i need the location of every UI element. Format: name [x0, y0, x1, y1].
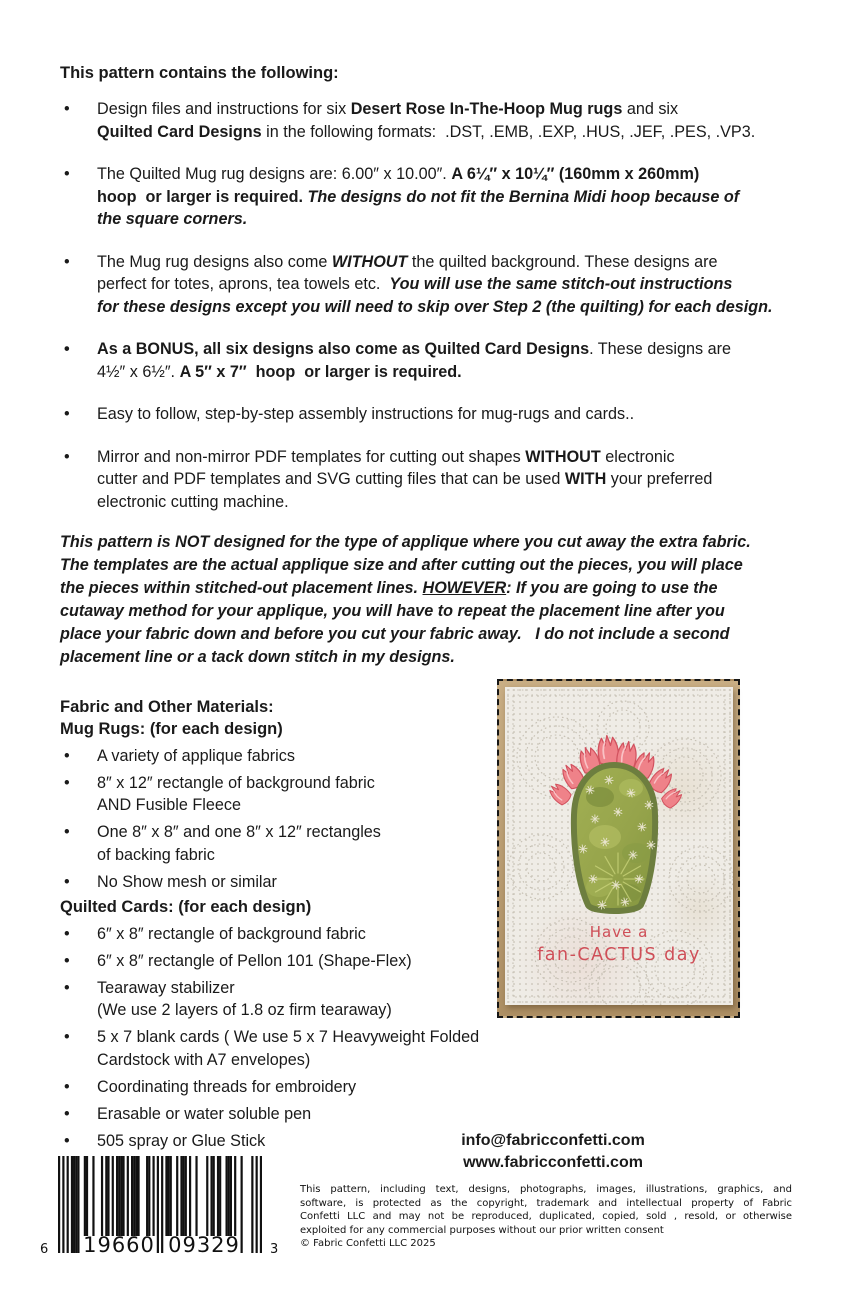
bullet-marker: • — [64, 405, 70, 423]
barcode-digits-group2: 09329 — [168, 1233, 240, 1257]
bullet-text: Coordinating threads for embroidery — [97, 1077, 357, 1096]
materials-section — [60, 696, 532, 1152]
copyright-notice — [300, 1183, 792, 1251]
list-item — [60, 923, 532, 946]
page-title: This pattern contains the following: — [60, 64, 339, 82]
bullet-text: 505 spray or Glue Stick — [97, 1131, 266, 1150]
bullet-text: Mirror and non-mirror PDF templates for cutting out shapes WITHOUT electronic cutter and PDF templates and SVG cutting files that can be used WITH your preferred electronic cutting machine. — [97, 447, 713, 511]
bullet-marker: • — [64, 165, 70, 183]
bullet-text: 8″ x 12″ rectangle of background fabric AND Fusible Fleece — [97, 773, 375, 814]
bullet-text: Tearaway stabilizer (We use 2 layers of 1.8 oz firm tearaway) — [97, 978, 392, 1019]
list-item — [60, 1076, 532, 1099]
list-item — [60, 772, 532, 817]
list-item — [60, 446, 805, 514]
contact-info — [420, 1130, 686, 1173]
bullet-text: The Quilted Mug rug designs are: 6.00″ x 10.00″. A 6¼″ x 10¼″ (160mm x 260mm) hoop or larger is required. The designs do not fit the Bernina Midi hoop because of the square corners. — [97, 165, 740, 228]
bullet-text: 5 x 7 blank cards ( We use 5 x 7 Heavyweight Folded Cardstock with A7 envelopes) — [97, 1028, 480, 1069]
bullet-marker: • — [64, 924, 70, 943]
list-item — [60, 251, 805, 319]
bullet-marker: • — [64, 978, 70, 997]
list-item — [60, 403, 805, 426]
copyright-line: © Fabric Confetti LLC 2025 — [300, 1238, 436, 1250]
bullet-text: One 8″ x 8″ and one 8″ x 12″ rectangles of backing fabric — [97, 823, 381, 864]
quilted-cards-subheading: Quilted Cards: (for each design) — [60, 898, 312, 916]
bullet-text: A variety of applique fabrics — [97, 746, 295, 765]
quilted-card-photo — [497, 679, 740, 1018]
copyright-line: software, is protected as the copyright, trademark and intellectual property of Fabric — [300, 1197, 792, 1209]
bullet-marker: • — [64, 1104, 70, 1123]
contact-website: www.fabricconfetti.com — [463, 1153, 643, 1171]
bullet-marker: • — [64, 252, 70, 271]
quilted-cards-list — [60, 923, 532, 1153]
bullet-text: Design files and instructions for six Desert Rose In-The-Hoop Mug rugs and six Quilted Card Designs in the following formats: .DST, .EMB, .EXP, .HUS, .JEF, .PES, .VP3. — [97, 100, 756, 141]
barcode-digits-group1: 19660 — [83, 1233, 155, 1257]
bullet-text: As a BONUS, all six designs also come as Quilted Card Designs. These designs are 4½″ x 6½″. A 5″ x 7″ hoop or larger is required. — [97, 340, 731, 381]
applique-note: This pattern is NOT designed for the type of applique where you cut away the extra fabric. The templates are the actual applique size and after cutting out the pieces, you will place the pieces within stitched-out placement lines. HOWEVER: If you are going to use the cutaway method for your applique, you will have to repeat the placement line after you place your fabric down and before you cut your fabric away. I do not include a second placement line or a tack down stitch in my designs. — [60, 533, 751, 666]
bullet-marker: • — [64, 100, 70, 118]
list-item — [60, 98, 805, 143]
bullet-marker: • — [64, 447, 70, 466]
bullet-marker: • — [64, 773, 70, 792]
copyright-line: Confetti LLC and may not be reproduced, duplicated, copied, sold , resold, or otherwise — [300, 1211, 792, 1223]
barcode-digit-right: 3 — [270, 1242, 279, 1257]
bullet-text: 6″ x 8″ rectangle of Pellon 101 (Shape-Flex) — [97, 951, 412, 970]
bullet-marker: • — [64, 1028, 70, 1046]
list-item — [60, 338, 805, 383]
list-item — [60, 1026, 532, 1071]
barcode-digit-left: 6 — [40, 1242, 49, 1257]
materials-heading: Fabric and Other Materials: — [60, 698, 274, 716]
bullet-marker: • — [64, 340, 70, 358]
bullet-marker: • — [64, 746, 70, 765]
copyright-line: exploited for any commercial purposes without our prior written consent — [300, 1224, 664, 1236]
bullet-text: 6″ x 8″ rectangle of background fabric — [97, 924, 366, 943]
bullet-marker: • — [64, 1131, 70, 1150]
bullet-text: No Show mesh or similar — [97, 872, 277, 891]
list-item — [60, 163, 805, 231]
mug-rugs-subheading: Mug Rugs: (for each design) — [60, 720, 283, 738]
bullet-text: The Mug rug designs also come WITHOUT the quilted background. These designs are perfect for totes, aprons, tea towels etc. You will use the same stitch-out instructions for these designs except you will need to skip over Step 2 (the quilting) for each design. — [97, 252, 773, 316]
card-caption-line1: Have a — [589, 923, 649, 941]
list-item — [60, 1103, 532, 1126]
card-caption — [505, 923, 733, 965]
list-item — [60, 977, 532, 1022]
upc-barcode — [40, 1156, 290, 1264]
bullet-marker: • — [64, 951, 70, 970]
list-item — [60, 745, 532, 768]
copyright-line: This pattern, including text, designs, photographs, images, illustrations, graphics, and — [300, 1184, 792, 1195]
bullet-text: Easy to follow, step-by-step assembly instructions for mug-rugs and cards.. — [97, 405, 635, 423]
list-item — [60, 950, 532, 973]
list-item — [60, 871, 532, 894]
contents-section — [60, 62, 805, 513]
card-caption-line2: fan-CACTUS day — [537, 945, 701, 965]
mug-rugs-list — [60, 745, 532, 894]
quilted-panel — [505, 687, 733, 1005]
contents-list — [60, 98, 805, 513]
bullet-marker: • — [64, 1077, 70, 1096]
list-item — [60, 821, 532, 866]
bullet-text: Erasable or water soluble pen — [97, 1104, 312, 1123]
contact-email: info@fabricconfetti.com — [461, 1132, 645, 1149]
bullet-marker: • — [64, 872, 70, 891]
bullet-marker: • — [64, 823, 70, 841]
